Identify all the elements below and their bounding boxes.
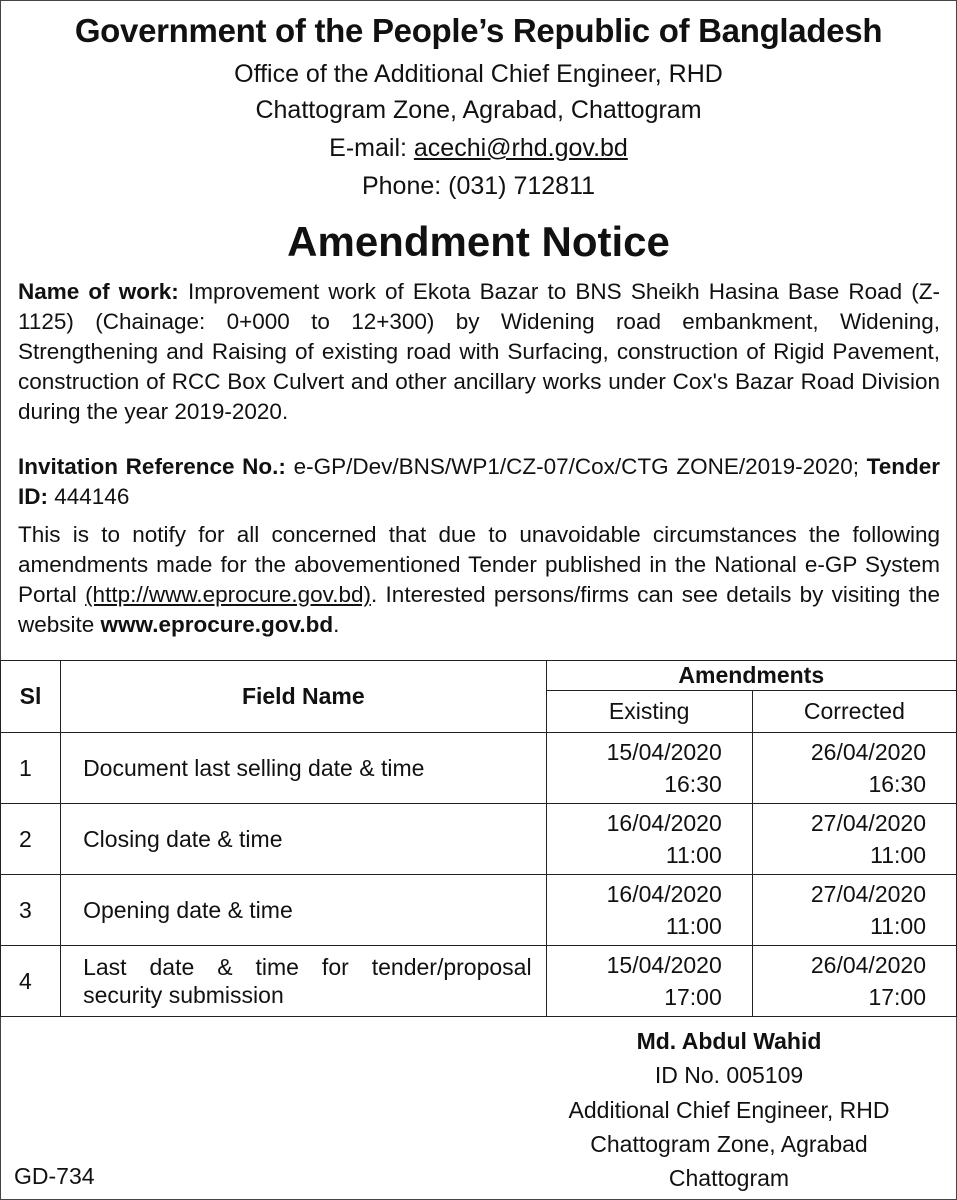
- corrected-time: 11:00: [870, 842, 926, 868]
- row-corrected: [752, 946, 956, 1017]
- corrected-time: 16:30: [868, 771, 926, 797]
- header-amendments: Amendments: [546, 661, 956, 691]
- row-field: Last date & time for tender/proposal security submission: [61, 946, 547, 1017]
- table-row: [1, 733, 957, 804]
- row-existing: [546, 946, 752, 1017]
- signatory-designation: Additional Chief Engineer, RHD: [568, 1097, 890, 1123]
- email-label: E-mail:: [329, 134, 414, 162]
- email-line: [0, 134, 957, 163]
- row-sl: 3: [1, 875, 61, 946]
- footer-code: GD-734: [14, 1163, 95, 1189]
- notice-text: This is to notify for all concerned that due to unavoidable circumstances the following amendments made for the abovementioned Tender published in the National e-GP System Portal: [18, 522, 940, 607]
- invitation-reference: [18, 452, 940, 512]
- email-link[interactable]: acechi@rhd.gov.bd: [413, 134, 628, 162]
- table-row: [1, 875, 957, 946]
- tender-id-label: Tender ID:: [18, 454, 941, 509]
- notice-title: Amendment Notice: [287, 218, 670, 265]
- notice-text-2: . Interested persons/firms can see details by visiting the website: [18, 582, 940, 637]
- office-name: Office of the Additional Chief Engineer, RHD: [234, 60, 723, 88]
- header-sl: Sl: [1, 661, 61, 733]
- signatory-city: Chattogram: [668, 1165, 790, 1191]
- portal-link[interactable]: (http://www.eprocure.gov.bd): [85, 582, 372, 607]
- corrected-time: 17:00: [868, 984, 926, 1010]
- notice-paragraph: [18, 520, 940, 640]
- name-of-work: [18, 277, 940, 427]
- existing-date: 15/04/2020: [606, 739, 722, 765]
- existing-date: 16/04/2020: [606, 810, 722, 836]
- amendments-table: [0, 660, 957, 1017]
- invitation-label: Invitation Reference No.:: [18, 454, 286, 479]
- header-existing: Existing: [546, 691, 752, 733]
- row-existing: [546, 733, 752, 804]
- government-heading: Government of the People’s Republic of Bangladesh: [74, 12, 883, 49]
- work-label: Name of work:: [18, 279, 179, 304]
- row-sl: 2: [1, 804, 61, 875]
- row-corrected: [752, 804, 956, 875]
- row-field: Document last selling date & time: [61, 733, 547, 804]
- notice-end: .: [333, 612, 340, 637]
- table-row: [1, 804, 957, 875]
- row-sl: 1: [1, 733, 61, 804]
- signatory-name: Md. Abdul Wahid: [636, 1028, 822, 1054]
- tender-id-value: 444146: [48, 484, 130, 509]
- row-existing: [546, 875, 752, 946]
- row-sl: 4: [1, 946, 61, 1017]
- signatory-id: ID No. 005109: [654, 1062, 804, 1088]
- invitation-value: e-GP/Dev/BNS/WP1/CZ-07/Cox/CTG ZONE/2019-2020;: [285, 454, 867, 479]
- existing-date: 16/04/2020: [606, 881, 722, 907]
- row-corrected: [752, 733, 956, 804]
- corrected-date: 26/04/2020: [810, 739, 926, 765]
- row-field: Opening date & time: [61, 875, 547, 946]
- existing-time: 11:00: [665, 913, 722, 939]
- row-corrected: [752, 875, 956, 946]
- website-link[interactable]: www.eprocure.gov.bd: [100, 612, 334, 637]
- office-address: Chattogram Zone, Agrabad, Chattogram: [255, 96, 702, 124]
- corrected-date: 27/04/2020: [810, 881, 926, 907]
- signatory-zone: Chattogram Zone, Agrabad: [590, 1131, 868, 1157]
- phone-line: Phone: (031) 712811: [361, 172, 596, 200]
- existing-time: 17:00: [664, 984, 722, 1010]
- header-corrected: Corrected: [752, 691, 956, 733]
- existing-time: 16:30: [664, 771, 722, 797]
- row-field: Closing date & time: [61, 804, 547, 875]
- corrected-date: 27/04/2020: [810, 810, 926, 836]
- corrected-time: 11:00: [870, 913, 926, 939]
- row-existing: [546, 804, 752, 875]
- existing-date: 15/04/2020: [606, 952, 722, 978]
- existing-time: 11:00: [665, 842, 722, 868]
- table-row: [1, 946, 957, 1017]
- work-text: Improvement work of Ekota Bazar to BNS Sheikh Hasina Base Road (Z-1125) (Chainage: 0+000 to 12+300) by Widening road embankment, Widening, Strengthening and Raising of existing road with Surfacing, construction of Rigid Pavement, construction of RCC Box Culvert and other ancillary works under Cox's Bazar Road Division during the year 2019-2020.: [18, 279, 941, 424]
- table-header-row: [1, 661, 957, 691]
- header-field-name: Field Name: [61, 661, 547, 733]
- corrected-date: 26/04/2020: [810, 952, 926, 978]
